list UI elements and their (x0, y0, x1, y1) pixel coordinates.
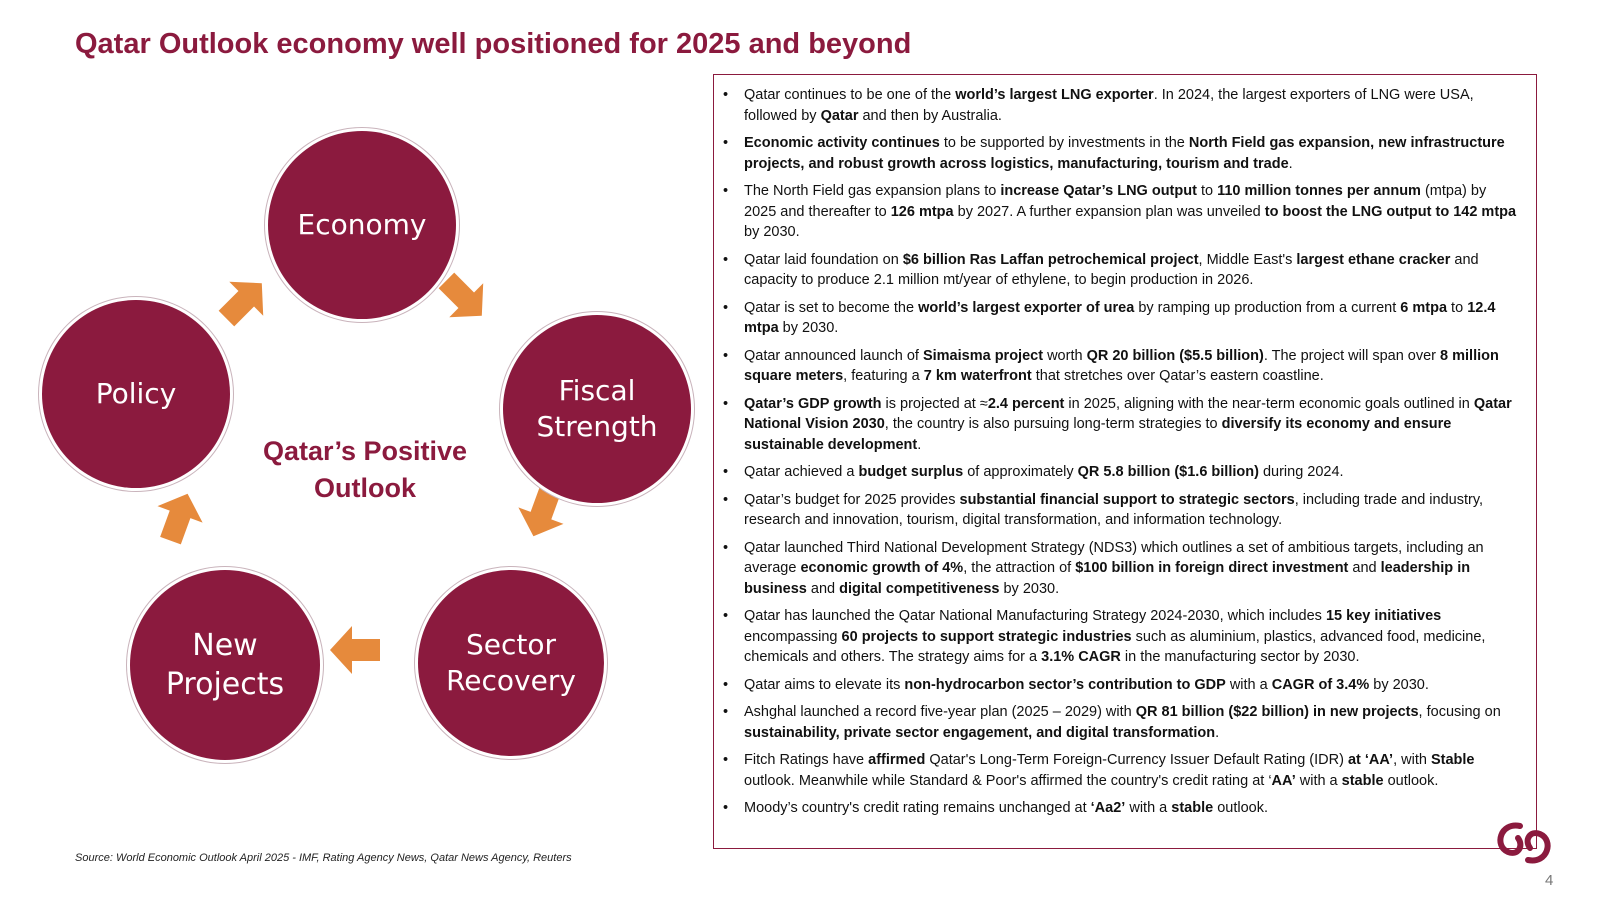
highlight-bullet (714, 798, 1522, 819)
bullet-text: by 2030. (1369, 676, 1429, 693)
bullet-emphasis: world’s largest LNG exporter (955, 87, 1154, 103)
bullet-emphasis: Qatar’s GDP growth (744, 395, 882, 412)
bullet-text: , with (1393, 752, 1431, 768)
bullet-emphasis: diversify its economy and ensure sustainable development (744, 416, 1452, 453)
bullet-emphasis: 110 million tonnes per annum (1217, 183, 1421, 199)
bullet-text: . The project will span over (1263, 347, 1441, 364)
bullet-emphasis: stable (1171, 800, 1214, 816)
bullet-text: with a (1125, 800, 1172, 816)
bullet-text: such as aluminium, plastics, advanced food, medicine, chemicals and others. The strategy aims for a (744, 628, 1486, 665)
bullet-text: outlook. (1213, 800, 1269, 816)
bullet-emphasis: North Field gas expansion, new infrastructure projects, and robust growth across logistics, manufacturing, tourism and trade (744, 135, 1505, 172)
bullet-text: Fitch Ratings have (744, 752, 869, 768)
bullet-text: , the country is also pursuing long-term strategies to (884, 416, 1222, 432)
bullet-text: Qatar aims to elevate its (744, 676, 905, 693)
highlight-bullet (714, 133, 1522, 174)
highlight-bullet (714, 675, 1522, 696)
arrow-icon-sector-to-newproj (330, 626, 380, 674)
bullet-emphasis: $6 billion Ras Laffan petrochemical project (902, 251, 1199, 268)
highlight-bullet (714, 346, 1522, 387)
bullet-text: by 2030. (744, 224, 800, 240)
bullet-text: Qatar announced launch of (744, 347, 923, 364)
highlight-bullet (714, 394, 1522, 456)
bullet-emphasis: substantial financial support to strategic sectors (959, 491, 1295, 508)
bullet-text: , the attraction of (963, 560, 1076, 576)
bullet-emphasis: CAGR of 3.4% (1271, 676, 1370, 693)
bullet-text: . In 2024, the largest exporters of LNG were USA, followed by (744, 87, 1474, 124)
highlight-bullet (714, 538, 1522, 600)
bullet-emphasis: 2.4 percent (987, 395, 1065, 412)
bullet-emphasis: $100 billion in foreign direct investment (1075, 560, 1349, 576)
bullet-text: to (1447, 299, 1468, 316)
bullet-text: , featuring a (843, 368, 924, 384)
bullet-text: . (1288, 155, 1293, 172)
bullet-text: outlook. Meanwhile while Standard & Poor's affirmed the country's credit rating at ‘ (744, 772, 1272, 789)
bullet-text: . (917, 436, 922, 453)
highlight-bullet (714, 462, 1522, 483)
bullet-emphasis: affirmed (868, 752, 926, 768)
node-policy: Policy (42, 300, 230, 488)
arrow-icon-newproj-to-policy (148, 485, 210, 548)
bullet-emphasis: 60 projects to support strategic industries (841, 628, 1132, 645)
bullet-emphasis: QR 5.8 billion ($1.6 billion) (1077, 464, 1259, 480)
bullet-text: Qatar laid foundation on (744, 251, 903, 268)
bullet-emphasis: Stable (1430, 752, 1475, 768)
bullet-emphasis: increase Qatar’s LNG output (1000, 183, 1197, 199)
bullet-text: Qatar continues to be one of the (744, 87, 956, 103)
highlight-bullet (714, 606, 1522, 668)
bullet-text: Moody’s country's credit rating remains unchanged at (744, 800, 1091, 816)
node-economy: Economy (268, 131, 456, 319)
bullet-text: with a (1295, 772, 1342, 789)
bullet-emphasis: non-hydrocarbon sector’s contribution to GDP (904, 676, 1226, 693)
bullet-text: worth (1043, 347, 1087, 364)
bullet-emphasis: digital competitiveness (839, 580, 1000, 597)
bullet-text: encompassing (744, 628, 842, 645)
bullet-text: outlook. (1383, 772, 1439, 789)
bullet-text: that stretches over Qatar’s eastern coastline. (1031, 368, 1324, 384)
bullet-text: by 2030. (778, 320, 839, 336)
bullet-emphasis: 3.1% CAGR (1041, 649, 1121, 665)
bullet-emphasis: 12.4 mtpa (744, 299, 1496, 336)
bullet-text: . (1215, 724, 1220, 741)
bullet-text: Qatar's Long-Term Foreign-Currency Issuer Default Rating (IDR) (925, 752, 1348, 768)
bullet-text: to (1196, 183, 1218, 199)
highlight-bullet (714, 250, 1522, 291)
bullet-emphasis: budget surplus (858, 464, 964, 480)
bullet-text: by ramping up production from a current (1134, 299, 1401, 316)
bullet-emphasis: Simaisma project (922, 347, 1044, 364)
bullet-text: and (1348, 560, 1381, 576)
source-note: Source: World Economic Outlook April 2025 - IMF, Rating Agency News, Qatar News Agency, Reuters (75, 852, 572, 864)
highlights-panel (713, 74, 1537, 849)
outlook-cycle-diagram (0, 0, 700, 900)
bullet-emphasis: QR 81 billion ($22 billion) in new projects (1135, 704, 1419, 720)
highlight-bullet (714, 750, 1522, 791)
bullet-text: Qatar has launched the Qatar National Manufacturing Strategy 2024-2030, which includes (744, 608, 1326, 624)
highlights-list (714, 85, 1522, 819)
bullet-emphasis: sustainability, private sector engagement, and digital transformation (744, 724, 1216, 741)
node-sector-recovery: Sector Recovery (418, 570, 604, 756)
bullet-emphasis: Qatar National Vision 2030 (744, 395, 1512, 432)
bullet-emphasis: ‘Aa2’ (1090, 800, 1126, 816)
bullet-emphasis: world’s largest exporter of urea (918, 299, 1135, 316)
bullet-emphasis: Qatar (820, 107, 859, 124)
bullet-text: with a (1225, 676, 1272, 693)
bullet-text: Qatar achieved a (744, 464, 859, 480)
bullet-emphasis: largest ethane cracker (1296, 251, 1451, 268)
bullet-emphasis: 8 million square meters (744, 347, 1499, 384)
bullet-text: and then by Australia. (858, 107, 1002, 124)
bullet-emphasis: to boost the LNG output to 142 mtpa (1264, 203, 1517, 220)
page-number: 4 (1545, 872, 1554, 889)
bullet-text: is projected at ≈ (881, 395, 988, 412)
node-fiscal-strength: Fiscal Strength (503, 315, 691, 503)
highlight-bullet (714, 181, 1522, 243)
bullet-emphasis: 6 mtpa (1400, 299, 1448, 316)
bullet-emphasis: AA’ (1271, 772, 1296, 789)
diagram-center-label: Qatar’s Positive Outlook (262, 436, 468, 504)
bullet-emphasis: at ‘AA’ (1347, 752, 1394, 768)
highlight-bullet (714, 490, 1522, 531)
bullet-text: of approximately (963, 464, 1078, 480)
bullet-emphasis: leadership in business (744, 560, 1471, 597)
highlight-bullet (714, 85, 1522, 126)
bullet-text: , Middle East's (1198, 251, 1297, 268)
bullet-text: Qatar’s budget for 2025 provides (744, 491, 960, 508)
highlight-bullet (714, 298, 1522, 339)
bullet-emphasis: Economic activity continues (744, 135, 940, 151)
page-title: Qatar Outlook economy well positioned for 2025 and beyond (75, 28, 912, 60)
bullet-emphasis: stable (1341, 772, 1384, 789)
bullet-text: by 2027. A further expansion plan was unveiled (953, 203, 1265, 220)
bullet-text: by 2030. (999, 580, 1060, 597)
highlight-bullet (714, 702, 1522, 743)
bullet-text: in the manufacturing sector by 2030. (1120, 649, 1360, 665)
bullet-text: , including trade and industry, research and innovation, tourism, digital transformation, and information technology. (744, 491, 1484, 528)
bullet-text: Qatar launched Third National Development Strategy (NDS3) which outlines a set of ambitious targets, including an average (744, 539, 1484, 576)
bullet-text: and capacity to produce 2.1 million mt/year of ethylene, to begin production in 2026. (744, 251, 1479, 288)
bullet-emphasis: QR 20 billion ($5.5 billion) (1086, 347, 1264, 364)
bullet-emphasis: economic growth of 4% (800, 560, 964, 576)
bullet-text: and (806, 580, 840, 597)
arrow-icon-policy-to-economy (209, 266, 278, 335)
bullet-text: The North Field gas expansion plans to (744, 183, 1001, 199)
company-logo-icon (1490, 818, 1558, 868)
bullet-text: , focusing on (1418, 704, 1501, 720)
bullet-emphasis: 126 mtpa (890, 203, 954, 220)
node-new-projects: New Projects (130, 570, 320, 760)
bullet-text: in 2025, aligning with the near-term economic goals outlined in (1064, 395, 1474, 412)
bullet-text: Ashghal launched a record five-year plan (2025 – 2029) with (744, 704, 1136, 720)
bullet-text: (mtpa) by 2025 and thereafter to (744, 183, 1487, 220)
bullet-emphasis: 7 km waterfront (923, 368, 1032, 384)
bullet-text: during 2024. (1258, 464, 1344, 480)
bullet-text: Qatar is set to become the (744, 299, 919, 316)
bullet-text: to be supported by investments in the (939, 135, 1189, 151)
bullet-emphasis: 15 key initiatives (1325, 608, 1442, 624)
